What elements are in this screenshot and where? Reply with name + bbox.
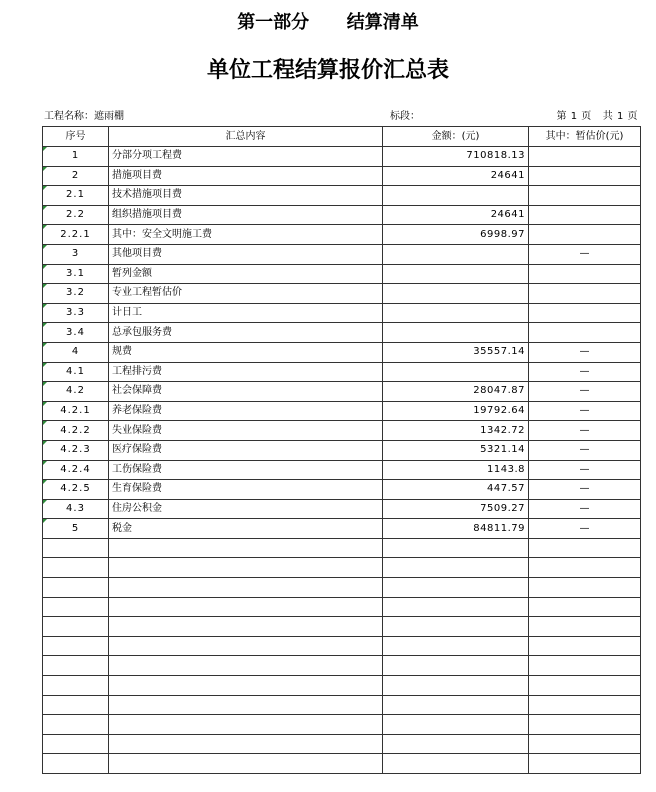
empty-cell [43, 617, 109, 637]
empty-cell [383, 695, 529, 715]
header-amount: 金额：(元) [383, 127, 529, 147]
row-content: 生育保险费 [109, 480, 383, 500]
table-row[interactable] [43, 147, 641, 167]
row-number: 1 [43, 147, 109, 167]
row-amount: 24641 [383, 205, 529, 225]
row-number: 2.2.1 [43, 225, 109, 245]
row-content: 工程排污费 [109, 362, 383, 382]
empty-cell [43, 636, 109, 656]
summary-table [42, 126, 641, 774]
row-amount: 6998.97 [383, 225, 529, 245]
row-provisional: — [529, 382, 641, 402]
row-content: 社会保障费 [109, 382, 383, 402]
row-content: 医疗保险费 [109, 440, 383, 460]
row-amount: 447.57 [383, 480, 529, 500]
empty-cell [43, 676, 109, 696]
empty-cell [383, 734, 529, 754]
empty-cell [529, 656, 641, 676]
empty-row [43, 754, 641, 774]
empty-cell [529, 558, 641, 578]
row-amount: 24641 [383, 166, 529, 186]
row-number: 4.2.4 [43, 460, 109, 480]
table-row[interactable] [43, 460, 641, 480]
empty-cell [109, 695, 383, 715]
empty-row [43, 676, 641, 696]
empty-cell [43, 734, 109, 754]
empty-cell [529, 578, 641, 598]
row-provisional: — [529, 421, 641, 441]
empty-row [43, 734, 641, 754]
row-amount [383, 264, 529, 284]
row-content: 失业保险费 [109, 421, 383, 441]
empty-cell [383, 656, 529, 676]
table-row[interactable] [43, 499, 641, 519]
row-amount [383, 362, 529, 382]
row-number: 3.2 [43, 284, 109, 304]
row-provisional: — [529, 480, 641, 500]
empty-row [43, 538, 641, 558]
row-provisional: — [529, 460, 641, 480]
empty-row [43, 715, 641, 735]
empty-row [43, 558, 641, 578]
row-number: 2.1 [43, 186, 109, 206]
table-row[interactable] [43, 284, 641, 304]
row-number: 3.4 [43, 323, 109, 343]
row-number: 3.3 [43, 303, 109, 323]
table-row[interactable] [43, 225, 641, 245]
row-amount: 1342.72 [383, 421, 529, 441]
header-provisional: 其中：暂估价(元) [529, 127, 641, 147]
empty-cell [109, 578, 383, 598]
row-content: 专业工程暂估价 [109, 284, 383, 304]
project-name: 工程名称：遮雨棚 [44, 111, 124, 122]
row-number: 4.2.1 [43, 401, 109, 421]
row-number: 4.3 [43, 499, 109, 519]
row-provisional [529, 323, 641, 343]
row-number: 2.2 [43, 205, 109, 225]
row-provisional: — [529, 362, 641, 382]
row-amount [383, 284, 529, 304]
row-number: 5 [43, 519, 109, 539]
empty-row [43, 597, 641, 617]
empty-cell [383, 578, 529, 598]
row-number: 4 [43, 342, 109, 362]
table-row[interactable] [43, 264, 641, 284]
empty-cell [43, 578, 109, 598]
row-number: 4.2.5 [43, 480, 109, 500]
row-number: 4.1 [43, 362, 109, 382]
row-content: 暂列金额 [109, 264, 383, 284]
table-row[interactable] [43, 421, 641, 441]
empty-cell [529, 636, 641, 656]
row-amount: 84811.79 [383, 519, 529, 539]
empty-cell [109, 676, 383, 696]
row-content: 税金 [109, 519, 383, 539]
row-amount: 5321.14 [383, 440, 529, 460]
table-body [43, 147, 641, 774]
row-content: 技术措施项目费 [109, 186, 383, 206]
empty-cell [383, 676, 529, 696]
row-provisional [529, 147, 641, 167]
row-content: 组织措施项目费 [109, 205, 383, 225]
table-row[interactable] [43, 342, 641, 362]
row-number: 3 [43, 244, 109, 264]
empty-cell [43, 558, 109, 578]
row-content: 规费 [109, 342, 383, 362]
row-content: 分部分项工程费 [109, 147, 383, 167]
empty-cell [43, 754, 109, 774]
table-row[interactable] [43, 401, 641, 421]
row-content: 措施项目费 [109, 166, 383, 186]
row-amount: 1143.8 [383, 460, 529, 480]
empty-cell [529, 597, 641, 617]
meta-line [42, 110, 640, 124]
row-provisional: — [529, 342, 641, 362]
row-provisional: — [529, 499, 641, 519]
row-content: 工伤保险费 [109, 460, 383, 480]
row-content: 总承包服务费 [109, 323, 383, 343]
row-provisional: — [529, 401, 641, 421]
empty-cell [529, 734, 641, 754]
header-content: 汇总内容 [109, 127, 383, 147]
empty-row [43, 578, 641, 598]
row-amount [383, 244, 529, 264]
row-provisional: — [529, 519, 641, 539]
row-content: 计日工 [109, 303, 383, 323]
main-title: 单位工程结算报价汇总表 [206, 57, 449, 83]
row-number: 3.1 [43, 264, 109, 284]
row-number: 4.2.2 [43, 421, 109, 441]
empty-cell [109, 617, 383, 637]
empty-cell [43, 715, 109, 735]
empty-cell [529, 617, 641, 637]
row-content: 住房公积金 [109, 499, 383, 519]
empty-cell [383, 597, 529, 617]
header-no: 序号 [43, 127, 109, 147]
row-provisional [529, 225, 641, 245]
table-row[interactable] [43, 205, 641, 225]
section-label: 标段： [390, 111, 420, 122]
table-row[interactable] [43, 186, 641, 206]
empty-row [43, 695, 641, 715]
empty-cell [109, 754, 383, 774]
row-number: 2 [43, 166, 109, 186]
empty-cell [383, 538, 529, 558]
empty-cell [529, 695, 641, 715]
table-row[interactable] [43, 244, 641, 264]
row-provisional [529, 264, 641, 284]
row-provisional: — [529, 244, 641, 264]
empty-cell [529, 676, 641, 696]
empty-row [43, 617, 641, 637]
empty-cell [383, 754, 529, 774]
empty-cell [43, 538, 109, 558]
empty-cell [383, 617, 529, 637]
empty-cell [529, 715, 641, 735]
empty-cell [529, 538, 641, 558]
row-number: 4.2.3 [43, 440, 109, 460]
table-row[interactable] [43, 440, 641, 460]
empty-cell [109, 538, 383, 558]
row-amount: 35557.14 [383, 342, 529, 362]
empty-cell [43, 695, 109, 715]
row-amount [383, 323, 529, 343]
empty-cell [43, 656, 109, 676]
row-provisional [529, 205, 641, 225]
table-row[interactable] [43, 480, 641, 500]
empty-cell [383, 715, 529, 735]
row-content: 其中：安全文明施工费 [109, 225, 383, 245]
row-amount: 7509.27 [383, 499, 529, 519]
table-header-row [43, 127, 641, 147]
row-amount [383, 186, 529, 206]
empty-cell [109, 636, 383, 656]
row-provisional [529, 284, 641, 304]
row-content: 其他项目费 [109, 244, 383, 264]
row-number: 4.2 [43, 382, 109, 402]
table-row[interactable] [43, 362, 641, 382]
row-provisional [529, 303, 641, 323]
empty-cell [529, 754, 641, 774]
empty-cell [109, 597, 383, 617]
table-row[interactable] [43, 382, 641, 402]
row-provisional [529, 166, 641, 186]
row-amount [383, 303, 529, 323]
row-amount: 710818.13 [383, 147, 529, 167]
row-content: 养老保险费 [109, 401, 383, 421]
row-amount: 19792.64 [383, 401, 529, 421]
table-row[interactable] [43, 323, 641, 343]
empty-cell [43, 597, 109, 617]
row-amount: 28047.87 [383, 382, 529, 402]
table-row[interactable] [43, 303, 641, 323]
empty-cell [109, 715, 383, 735]
empty-cell [109, 656, 383, 676]
page-indicator: 第 1 页 共 1 页 [556, 111, 638, 122]
empty-row [43, 636, 641, 656]
part-title: 第一部分 结算清单 [237, 12, 419, 33]
empty-cell [109, 558, 383, 578]
empty-row [43, 656, 641, 676]
row-provisional: — [529, 440, 641, 460]
row-provisional [529, 186, 641, 206]
empty-cell [383, 558, 529, 578]
empty-cell [383, 636, 529, 656]
empty-cell [109, 734, 383, 754]
table-row[interactable] [43, 519, 641, 539]
table-row[interactable] [43, 166, 641, 186]
